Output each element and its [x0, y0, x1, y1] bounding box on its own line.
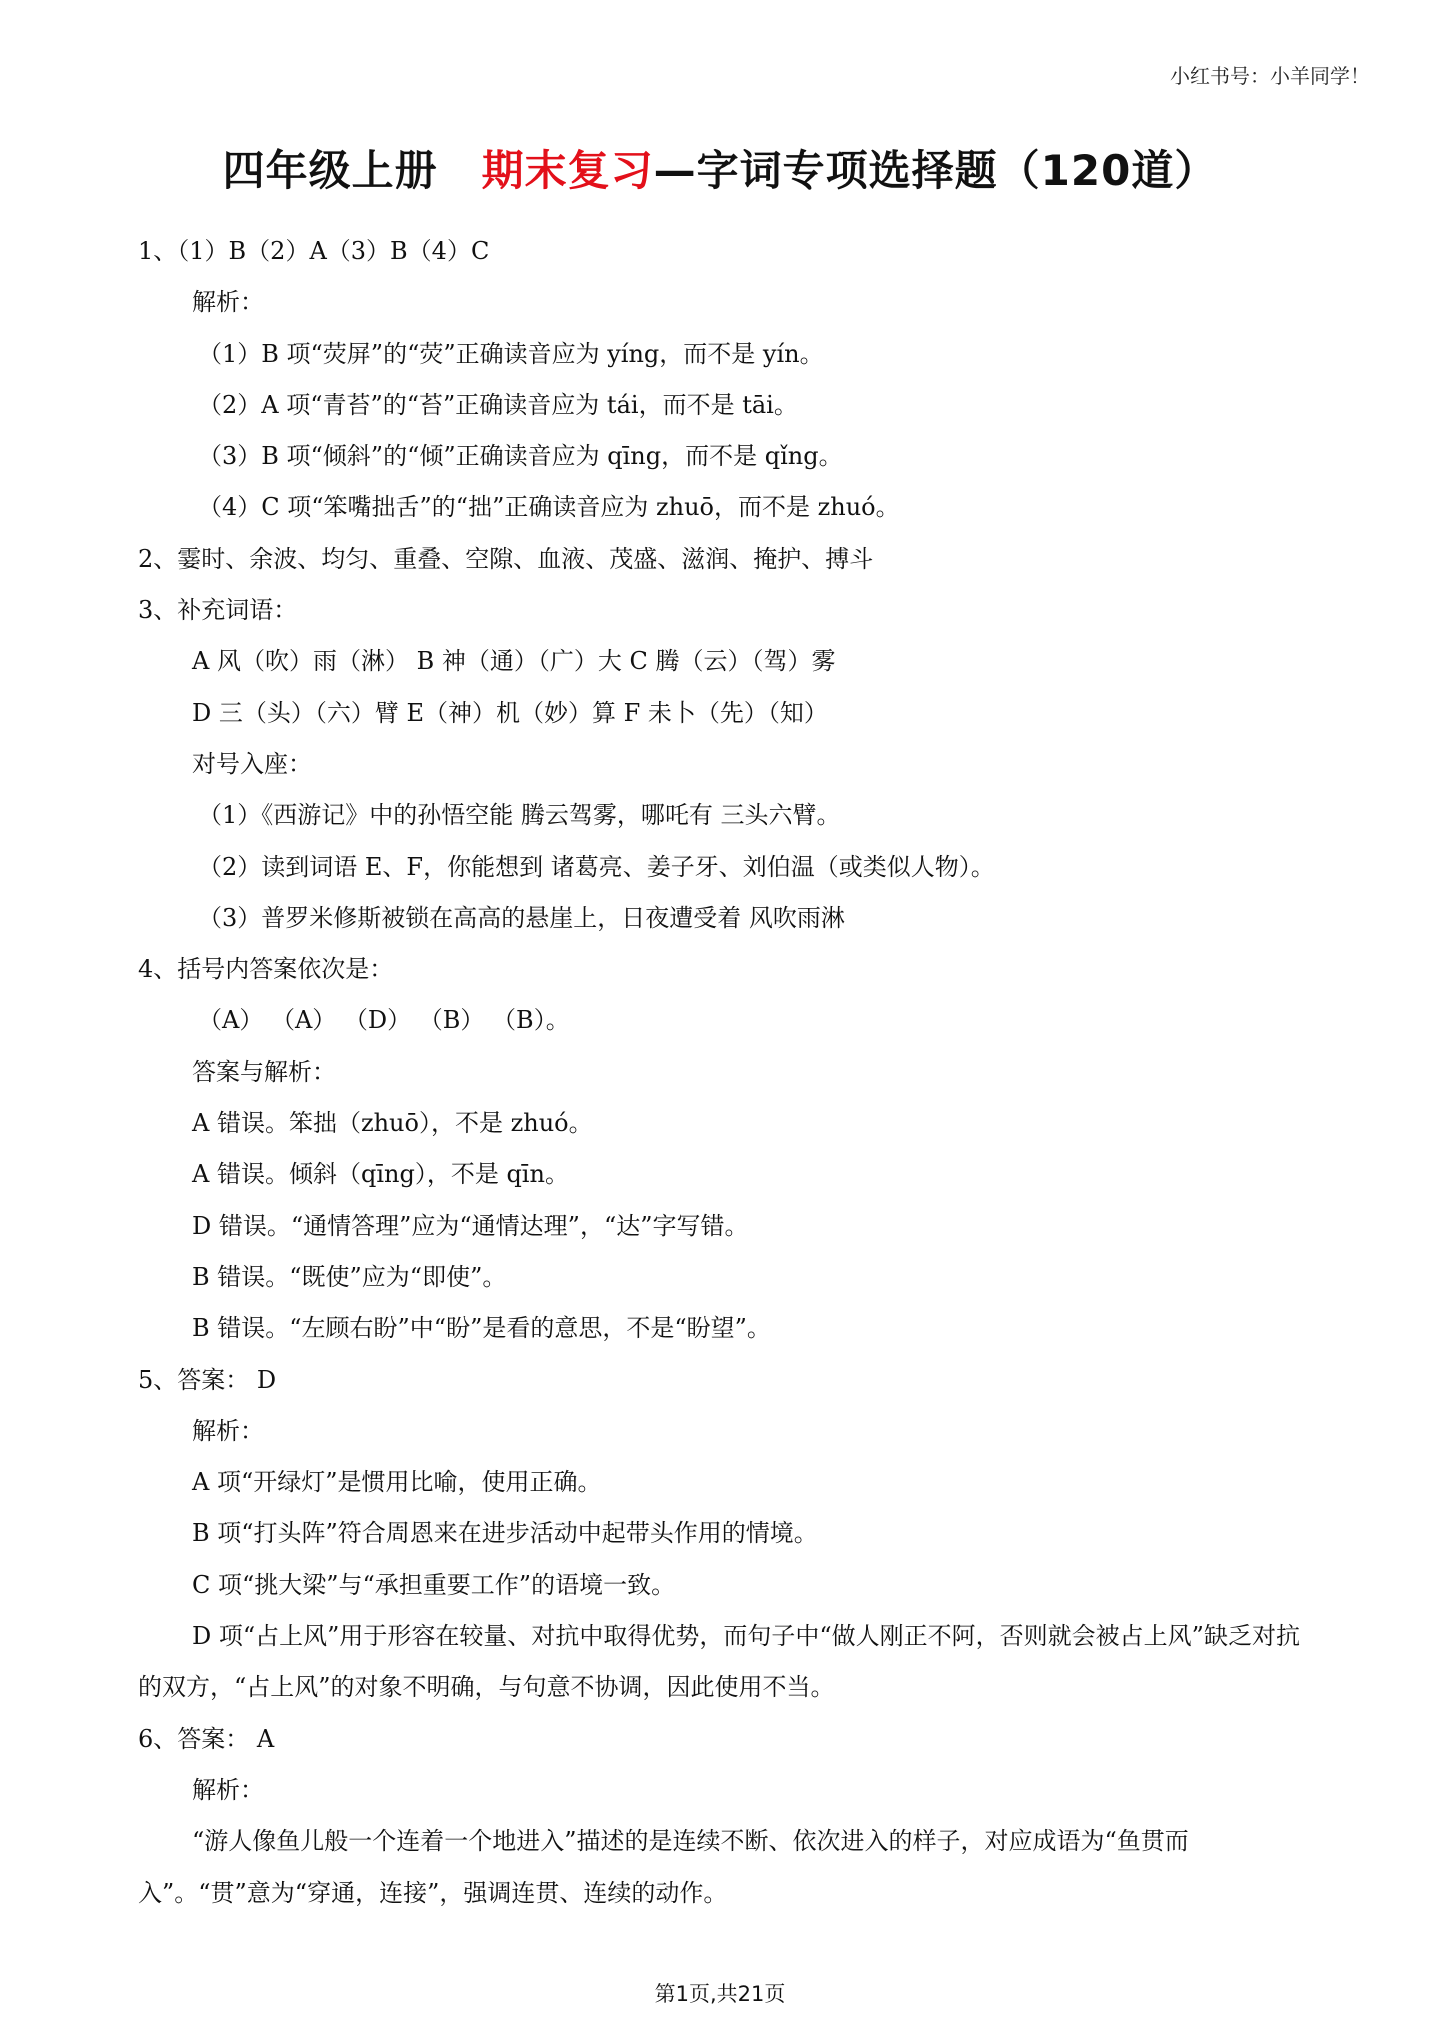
answer-4-item: A 错误。倾斜（qīng），不是 qīn。	[192, 1160, 569, 1189]
answer-1-analysis-label: 解析：	[192, 288, 264, 317]
answer-5-heading: 5、答案： D	[138, 1365, 277, 1394]
answer-6-paragraph: “游人像鱼儿般一个连着一个地进入”描述的是连续不断、依次进入的样子，对应成语为“鱼贯而入”。“贯”意为“穿通，连接”，强调连贯、连续的动作。	[138, 1827, 1189, 1907]
answer-5-analysis-label: 解析：	[192, 1416, 264, 1445]
watermark-text: 小红书号：小羊同学！	[1170, 64, 1370, 88]
answer-4-item: A 错误。笨拙（zhuō），不是 zhuó。	[192, 1109, 593, 1138]
page-title	[0, 138, 1440, 198]
answer-1-item: （3）B 项“倾斜”的“倾”正确读音应为 qīng，而不是 qǐng。	[198, 442, 843, 471]
title-highlight: 期末复习	[481, 146, 654, 195]
answer-4-sequence: （A） （A） （D） （B） （B）。	[198, 1006, 570, 1035]
answer-3-heading: 3、补充词语：	[138, 596, 298, 625]
answer-body	[138, 226, 1318, 1919]
answer-1-item: （2）A 项“青苔”的“苔”正确读音应为 tái，而不是 tāi。	[198, 390, 798, 419]
answer-4-item: B 错误。“左顾右盼”中“盼”是看的意思，不是“盼望”。	[192, 1314, 771, 1343]
answer-5-item: C 项“挑大梁”与“承担重要工作”的语境一致。	[192, 1570, 676, 1599]
answer-4-heading: 4、括号内答案依次是：	[138, 955, 394, 984]
title-grade: 四年级上册	[222, 146, 438, 195]
answer-5-item: B 项“打头阵”符合周恩来在进步活动中起带头作用的情境。	[192, 1519, 818, 1548]
answer-4-item: B 错误。“既使”应为“即使”。	[192, 1262, 507, 1291]
answer-2-heading: 2、霎时、余波、均匀、重叠、空隙、血液、茂盛、滋润、掩护、搏斗	[138, 544, 874, 573]
answer-1-heading: 1、（1）B（2）A（3）B（4）C	[138, 237, 490, 265]
answer-4-analysis-label: 答案与解析：	[192, 1057, 336, 1086]
answer-3-words: D 三（头）（六）臂 E（神）机（妙）算 F 未卜（先）（知）	[192, 698, 828, 727]
answer-3-match-item: （1）《西游记》中的孙悟空能 腾云驾雾，哪吒有 三头六臂。	[198, 801, 841, 830]
answer-3-match-label: 对号入座：	[192, 749, 312, 778]
answer-3-match-item: （2）读到词语 E、F，你能想到 诸葛亮、姜子牙、刘伯温（或类似人物）。	[198, 852, 995, 881]
answer-5-item: A 项“开绿灯”是惯用比喻，使用正确。	[192, 1468, 602, 1497]
answer-6-analysis-label: 解析：	[192, 1775, 264, 1804]
answer-6-heading: 6、答案： A	[138, 1724, 275, 1753]
answer-4-item: D 错误。“通情答理”应为“通情达理”，“达”字写错。	[192, 1211, 749, 1240]
answer-5-item: D 项“占上风”用于形容在较量、对抗中取得优势，而句子中“做人刚正不阿，否则就会被占上风”缺乏对抗的双方，“占上风”的对象不明确，与句意不协调，因此使用不当。	[138, 1622, 1300, 1702]
title-subject: —字词专项选择题（120道）	[653, 146, 1218, 195]
answer-1-item: （1）B 项“荧屏”的“荧”正确读音应为 yíng，而不是 yín。	[198, 339, 824, 368]
answer-1-item: （4）C 项“笨嘴拙舌”的“拙”正确读音应为 zhuō，而不是 zhuó。	[198, 493, 900, 522]
page-indicator: 第1页,共21页	[654, 1982, 786, 2006]
answer-3-words: A 风（吹）雨（淋） B 神（通）（广）大 C 腾（云）（驾）雾	[192, 647, 836, 676]
answer-3-match-item: （3）普罗米修斯被锁在高高的悬崖上，日夜遭受着 风吹雨淋	[198, 903, 845, 932]
